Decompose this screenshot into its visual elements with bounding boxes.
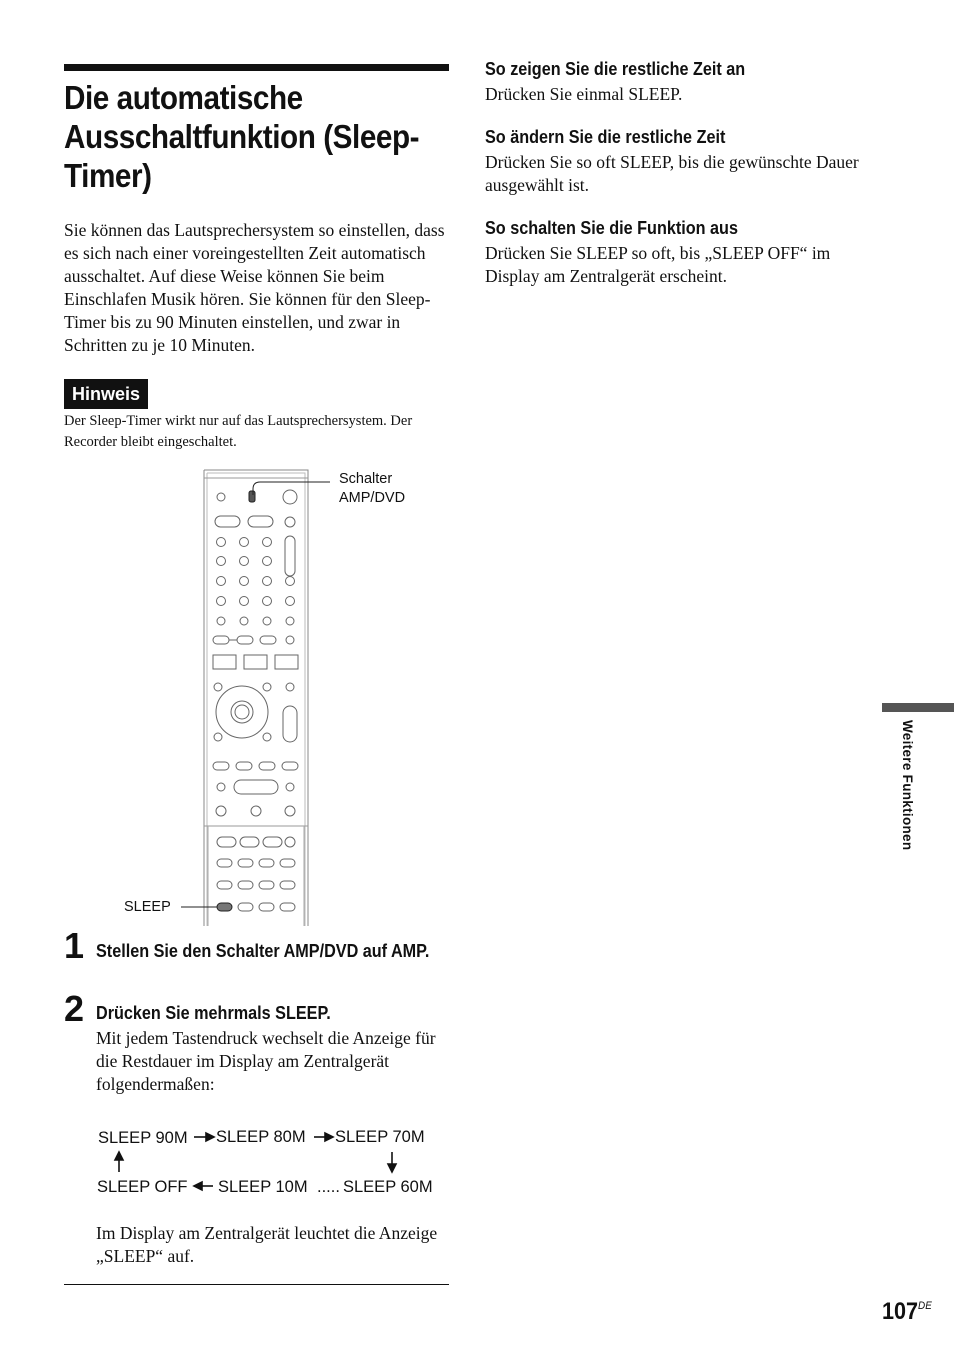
section-change-time-heading: So ändern Sie die restliche Zeit xyxy=(485,127,726,147)
step-1-heading: Stellen Sie den Schalter AMP/DVD auf AMP. xyxy=(96,941,430,961)
page-title: Die automatische Ausschaltfunktion (Sleep-Timer) xyxy=(64,79,420,194)
seq-sleep-90m: SLEEP 90M xyxy=(98,1129,188,1147)
seq-dots: ..... xyxy=(317,1178,340,1196)
seq-sleep-80m: SLEEP 80M xyxy=(216,1128,306,1146)
step-2-number: 2 xyxy=(64,988,85,1029)
note-badge: Hinweis xyxy=(64,379,148,409)
sequence-arrows xyxy=(90,1125,440,1195)
callout-lines xyxy=(160,475,340,920)
seq-sleep-60m: SLEEP 60M xyxy=(343,1178,433,1196)
section-change-time-text: Drücken Sie so oft SLEEP, bis die gewünschte Dauer ausgewählt ist. xyxy=(485,152,859,195)
switch-callout xyxy=(339,470,405,508)
note-text: Der Sleep-Timer wirkt nur auf das Lautsprechersystem. Der Recorder bleibt eingeschaltet. xyxy=(64,413,413,450)
section-turn-off-text: Drücken Sie SLEEP so oft, bis „SLEEP OFF“ im Display am Zentralgerät erscheint. xyxy=(485,243,831,286)
page-number-value: 107 xyxy=(882,1298,919,1325)
seq-sleep-70m: SLEEP 70M xyxy=(335,1128,425,1146)
page-number xyxy=(882,1298,932,1326)
sleep-callout: SLEEP xyxy=(124,899,171,915)
seq-sleep-10m: SLEEP 10M xyxy=(218,1178,308,1196)
step-2-body: Mit jedem Tastendruck wechselt die Anzeige für die Restdauer im Display am Zentralgerät folgendermaßen: xyxy=(96,1028,436,1094)
section-turn-off-heading: So schalten Sie die Funktion aus xyxy=(485,218,738,238)
switch-callout-line2: AMP/DVD xyxy=(339,490,406,506)
title-rule xyxy=(64,64,449,71)
section-show-time-text: Drücken Sie einmal SLEEP. xyxy=(485,84,683,104)
page-number-suffix: DE xyxy=(918,1300,932,1312)
bottom-rule xyxy=(64,1284,449,1285)
section-show-time-heading: So zeigen Sie die restliche Zeit an xyxy=(485,59,746,79)
after-sequence-text: Im Display am Zentralgerät leuchtet die Anzeige „SLEEP“ auf. xyxy=(96,1223,438,1266)
step-1-number: 1 xyxy=(64,925,85,966)
intro-paragraph: Sie können das Lautsprechersystem so einstellen, dass es sich nach einer voreingestellten Zeit automatisch ausschaltet. Auf diese Weise können Sie beim Einschlafen Musik hören. Sie können für den Sleep-Timer bis zu 90 Minuten einstellen, und zwar in Schritten zu je 10 Minuten. xyxy=(64,220,445,355)
switch-callout-line1: Schalter xyxy=(339,471,393,487)
step-2-heading: Drücken Sie mehrmals SLEEP. xyxy=(96,1003,331,1023)
seq-sleep-off: SLEEP OFF xyxy=(97,1178,188,1196)
side-tab-label: Weitere Funktionen xyxy=(900,720,915,851)
side-tab-bar xyxy=(882,703,954,712)
